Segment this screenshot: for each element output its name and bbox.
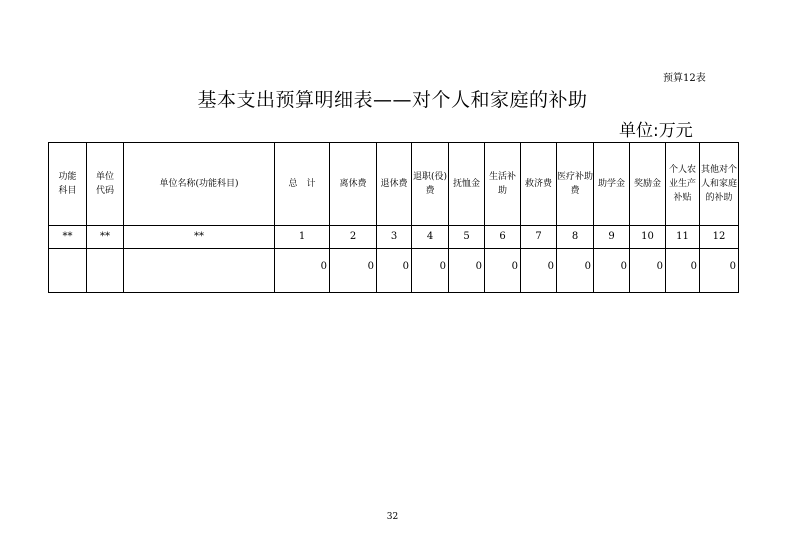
header-cell: 救济费 (521, 143, 557, 226)
index-row (49, 226, 739, 249)
data-cell (124, 249, 275, 293)
data-cell: 0 (594, 249, 630, 293)
header-cell: 退职(役)费 (412, 143, 449, 226)
header-cell: 其他对个人和家庭的补助 (700, 143, 739, 226)
data-cell: 0 (449, 249, 485, 293)
header-cell: 抚恤金 (449, 143, 485, 226)
page-title: 基本支出预算明细表——对个人和家庭的补助 (197, 89, 588, 111)
header-cell: 单位名称(功能科目) (124, 143, 275, 226)
header-cell: 奖励金 (630, 143, 666, 226)
unit-label: 单位:万元 (619, 121, 693, 141)
data-cell: 0 (521, 249, 557, 293)
page-number: 32 (386, 512, 399, 522)
data-cell: 0 (485, 249, 521, 293)
header-cell: 个人农业生产补贴 (666, 143, 700, 226)
index-cell: 12 (700, 226, 739, 249)
table-row (49, 249, 739, 293)
index-cell: 11 (666, 226, 700, 249)
index-cell: 7 (521, 226, 557, 249)
header-cell: 医疗补助费 (557, 143, 594, 226)
index-cell: 8 (557, 226, 594, 249)
data-cell (49, 249, 87, 293)
data-cell: 0 (330, 249, 377, 293)
data-cell: 0 (700, 249, 739, 293)
table-number: 预算12表 (663, 73, 706, 84)
index-cell: 3 (377, 226, 412, 249)
index-cell: 2 (330, 226, 377, 249)
index-cell: ** (49, 226, 87, 249)
index-cell: 1 (275, 226, 330, 249)
data-cell: 0 (377, 249, 412, 293)
data-cell (87, 249, 124, 293)
data-cell: 0 (666, 249, 700, 293)
header-row (49, 143, 739, 226)
header-cell: 助学金 (594, 143, 630, 226)
index-cell: ** (124, 226, 275, 249)
budget-table (48, 142, 739, 293)
header-cell: 退休费 (377, 143, 412, 226)
header-cell: 离休费 (330, 143, 377, 226)
header-cell: 功能科目 (49, 143, 87, 226)
data-cell: 0 (557, 249, 594, 293)
index-cell: 6 (485, 226, 521, 249)
header-cell: 单位代码 (87, 143, 124, 226)
index-cell: 5 (449, 226, 485, 249)
index-cell: 10 (630, 226, 666, 249)
data-cell: 0 (275, 249, 330, 293)
header-cell: 生活补助 (485, 143, 521, 226)
data-cell: 0 (630, 249, 666, 293)
data-cell: 0 (412, 249, 449, 293)
header-cell: 总 计 (275, 143, 330, 226)
index-cell: ** (87, 226, 124, 249)
index-cell: 9 (594, 226, 630, 249)
index-cell: 4 (412, 226, 449, 249)
